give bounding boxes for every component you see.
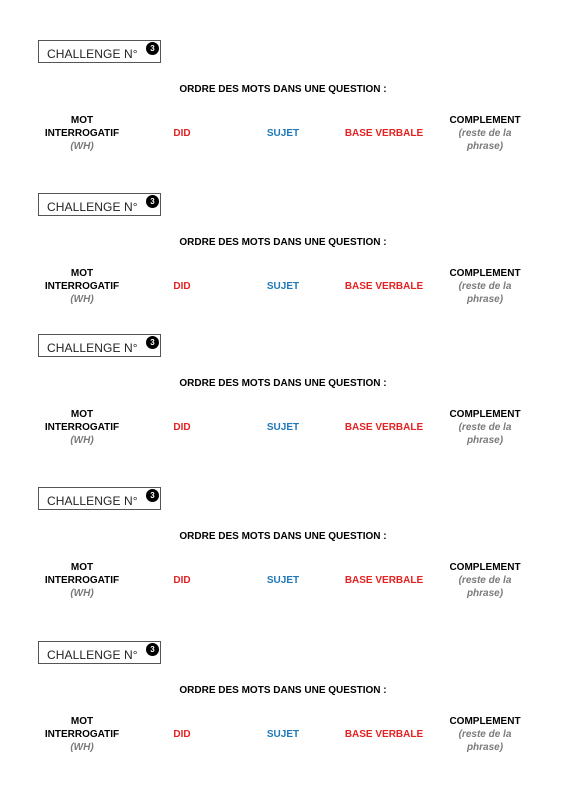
challenge-label: CHALLENGE N°: [47, 47, 138, 61]
challenge-block-1: [0, 40, 566, 190]
wh-line1: MOT: [70, 115, 94, 126]
challenge-header-box: [38, 641, 161, 664]
column-sujet: SUJET: [266, 128, 300, 139]
column-did: DID: [173, 422, 191, 433]
column-did: DID: [173, 281, 191, 292]
challenge-number-badge: 3: [146, 489, 159, 502]
challenge-number-badge: 3: [146, 195, 159, 208]
challenge-block-5: [0, 641, 566, 791]
column-complement: [438, 114, 532, 153]
challenge-label: CHALLENGE N°: [47, 341, 138, 355]
challenge-number-badge: 3: [146, 42, 159, 55]
challenge-block-3: [0, 334, 566, 484]
column-did: DID: [173, 729, 191, 740]
column-base-verbale: BASE VERBALE: [344, 422, 424, 433]
column-did: DID: [173, 575, 191, 586]
wh-sub: (WH): [70, 141, 94, 152]
column-complement: [438, 715, 532, 754]
order-title: ORDRE DES MOTS DANS UNE QUESTION :: [179, 237, 387, 248]
wh-line1: MOT: [70, 716, 94, 727]
comp-line1: COMPLEMENT: [449, 268, 521, 279]
comp-sub1: (reste de la: [458, 422, 512, 433]
column-question-word: [30, 408, 134, 447]
wh-line2: INTERROGATIF: [44, 729, 120, 740]
comp-sub2: phrase): [466, 742, 504, 753]
column-question-word: [30, 114, 134, 153]
wh-line1: MOT: [70, 268, 94, 279]
wh-line2: INTERROGATIF: [44, 128, 120, 139]
wh-sub: (WH): [70, 742, 94, 753]
challenge-header-box: [38, 193, 161, 216]
challenge-label: CHALLENGE N°: [47, 494, 138, 508]
comp-line1: COMPLEMENT: [449, 716, 521, 727]
challenge-block-4: [0, 487, 566, 637]
column-question-word: [30, 561, 134, 600]
column-base-verbale: BASE VERBALE: [344, 281, 424, 292]
order-title: ORDRE DES MOTS DANS UNE QUESTION :: [179, 531, 387, 542]
comp-sub2: phrase): [466, 294, 504, 305]
challenge-block-2: [0, 193, 566, 343]
order-title: ORDRE DES MOTS DANS UNE QUESTION :: [179, 378, 387, 389]
column-complement: [438, 267, 532, 306]
column-sujet: SUJET: [266, 729, 300, 740]
column-base-verbale: BASE VERBALE: [344, 729, 424, 740]
wh-sub: (WH): [70, 588, 94, 599]
column-sujet: SUJET: [266, 575, 300, 586]
wh-line2: INTERROGATIF: [44, 422, 120, 433]
comp-sub1: (reste de la: [458, 281, 512, 292]
column-base-verbale: BASE VERBALE: [344, 128, 424, 139]
column-question-word: [30, 715, 134, 754]
challenge-label: CHALLENGE N°: [47, 648, 138, 662]
comp-sub1: (reste de la: [458, 128, 512, 139]
challenge-header-box: [38, 40, 161, 63]
challenge-header-box: [38, 487, 161, 510]
comp-sub2: phrase): [466, 435, 504, 446]
column-question-word: [30, 267, 134, 306]
order-title: ORDRE DES MOTS DANS UNE QUESTION :: [179, 685, 387, 696]
wh-sub: (WH): [70, 294, 94, 305]
order-title: ORDRE DES MOTS DANS UNE QUESTION :: [179, 84, 387, 95]
comp-sub2: phrase): [466, 141, 504, 152]
comp-line1: COMPLEMENT: [449, 115, 521, 126]
wh-line1: MOT: [70, 409, 94, 420]
comp-sub2: phrase): [466, 588, 504, 599]
column-did: DID: [173, 128, 191, 139]
challenge-number-badge: 3: [146, 336, 159, 349]
column-base-verbale: BASE VERBALE: [344, 575, 424, 586]
column-complement: [438, 408, 532, 447]
wh-line1: MOT: [70, 562, 94, 573]
column-sujet: SUJET: [266, 422, 300, 433]
comp-line1: COMPLEMENT: [449, 562, 521, 573]
challenge-header-box: [38, 334, 161, 357]
column-sujet: SUJET: [266, 281, 300, 292]
comp-line1: COMPLEMENT: [449, 409, 521, 420]
comp-sub1: (reste de la: [458, 575, 512, 586]
comp-sub1: (reste de la: [458, 729, 512, 740]
wh-line2: INTERROGATIF: [44, 281, 120, 292]
challenge-number-badge: 3: [146, 643, 159, 656]
wh-line2: INTERROGATIF: [44, 575, 120, 586]
wh-sub: (WH): [70, 435, 94, 446]
column-complement: [438, 561, 532, 600]
challenge-label: CHALLENGE N°: [47, 200, 138, 214]
